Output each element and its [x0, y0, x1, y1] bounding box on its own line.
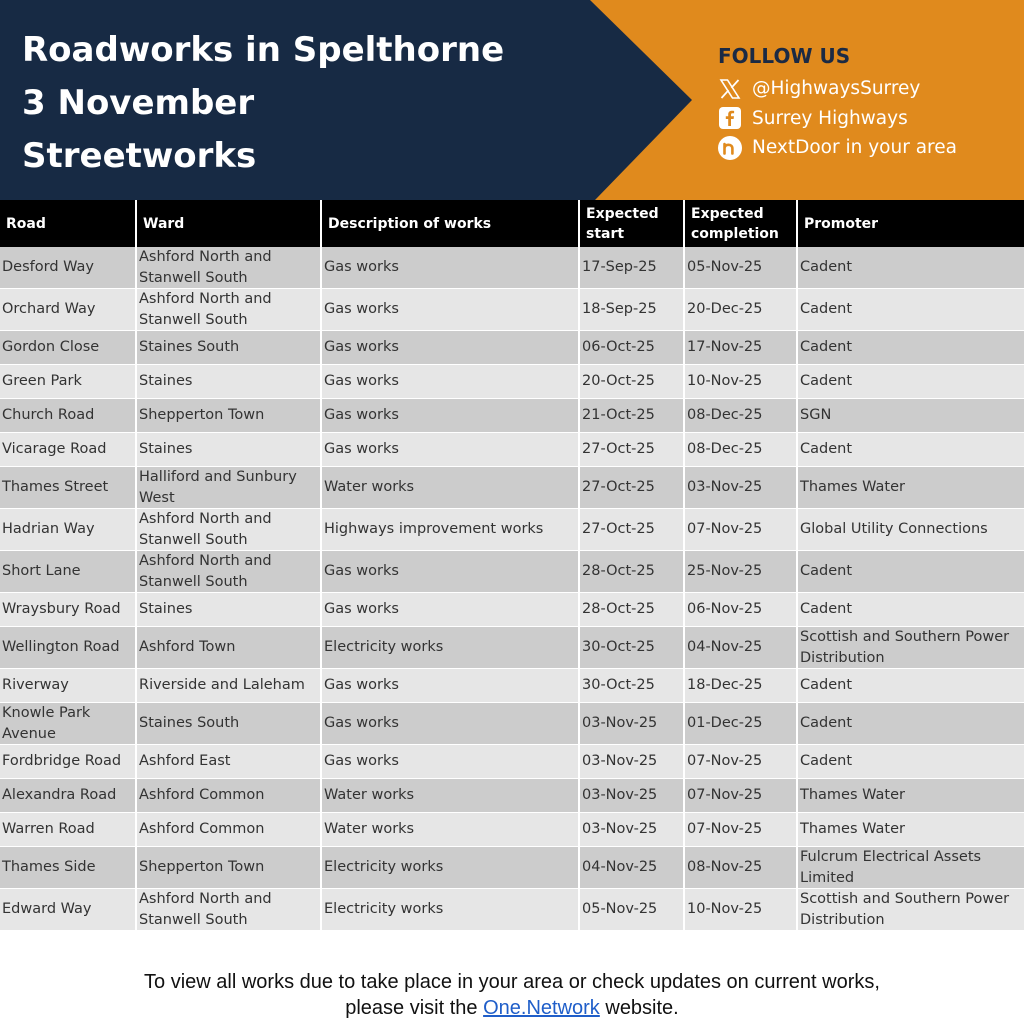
cell-road: Wellington Road	[0, 627, 136, 669]
cell-ward: Riverside and Laleham	[136, 669, 321, 703]
cell-description: Gas works	[321, 593, 579, 627]
cell-road: Knowle Park Avenue	[0, 703, 136, 745]
cell-completion: 10-Nov-25	[684, 365, 797, 399]
cell-completion: 01-Dec-25	[684, 703, 797, 745]
header-banner	[0, 0, 1024, 200]
cell-start: 20-Oct-25	[579, 365, 684, 399]
cell-description: Gas works	[321, 551, 579, 593]
cell-promoter: Global Utility Connections	[797, 509, 1024, 551]
cell-completion: 25-Nov-25	[684, 551, 797, 593]
cell-start: 03-Nov-25	[579, 813, 684, 847]
cell-description: Water works	[321, 779, 579, 813]
cell-completion: 08-Dec-25	[684, 433, 797, 467]
roadworks-table	[0, 200, 1024, 931]
table-row	[0, 627, 1024, 669]
cell-road: Riverway	[0, 669, 136, 703]
cell-completion: 17-Nov-25	[684, 331, 797, 365]
cell-start: 04-Nov-25	[579, 847, 684, 889]
cell-promoter: Cadent	[797, 433, 1024, 467]
cell-ward: Ashford North and Stanwell South	[136, 509, 321, 551]
table-row	[0, 433, 1024, 467]
cell-completion: 07-Nov-25	[684, 509, 797, 551]
cell-road: Hadrian Way	[0, 509, 136, 551]
cell-description: Water works	[321, 813, 579, 847]
table-row	[0, 593, 1024, 627]
cell-start: 06-Oct-25	[579, 331, 684, 365]
cell-ward: Ashford North and Stanwell South	[136, 247, 321, 289]
table-row	[0, 813, 1024, 847]
cell-promoter: Fulcrum Electrical Assets Limited	[797, 847, 1024, 889]
cell-start: 03-Nov-25	[579, 703, 684, 745]
table-row	[0, 399, 1024, 433]
cell-promoter: Cadent	[797, 669, 1024, 703]
follow-us-heading: FOLLOW US	[718, 44, 851, 68]
cell-road: Warren Road	[0, 813, 136, 847]
cell-start: 03-Nov-25	[579, 745, 684, 779]
cell-start: 17-Sep-25	[579, 247, 684, 289]
cell-promoter: Cadent	[797, 703, 1024, 745]
cell-promoter: Cadent	[797, 289, 1024, 331]
cell-ward: Staines South	[136, 331, 321, 365]
title-line-1: Roadworks in Spelthorne	[22, 30, 505, 70]
cell-completion: 06-Nov-25	[684, 593, 797, 627]
footer-line-2	[0, 995, 1024, 1021]
cell-description: Gas works	[321, 669, 579, 703]
cell-promoter: Thames Water	[797, 779, 1024, 813]
cell-completion: 08-Nov-25	[684, 847, 797, 889]
social-nextdoor-label: NextDoor in your area	[752, 137, 957, 159]
cell-start: 27-Oct-25	[579, 433, 684, 467]
table-row	[0, 551, 1024, 593]
table-row	[0, 331, 1024, 365]
cell-road: Edward Way	[0, 889, 136, 931]
cell-description: Gas works	[321, 433, 579, 467]
follow-us-panel	[718, 44, 957, 163]
cell-start: 28-Oct-25	[579, 593, 684, 627]
cell-start: 18-Sep-25	[579, 289, 684, 331]
title-line-2: 3 November	[22, 83, 255, 123]
cell-start: 21-Oct-25	[579, 399, 684, 433]
cell-completion: 07-Nov-25	[684, 813, 797, 847]
cell-completion: 05-Nov-25	[684, 247, 797, 289]
cell-road: Fordbridge Road	[0, 745, 136, 779]
table-header-row	[0, 200, 1024, 247]
footer-note	[0, 969, 1024, 1021]
cell-completion: 08-Dec-25	[684, 399, 797, 433]
table-row	[0, 669, 1024, 703]
cell-completion: 18-Dec-25	[684, 669, 797, 703]
cell-road: Thames Side	[0, 847, 136, 889]
cell-start: 27-Oct-25	[579, 509, 684, 551]
cell-ward: Staines	[136, 593, 321, 627]
cell-description: Gas works	[321, 331, 579, 365]
cell-start: 30-Oct-25	[579, 627, 684, 669]
footer-line-1: To view all works due to take place in your area or check updates on current works,	[144, 971, 880, 993]
cell-ward: Halliford and Sunbury West	[136, 467, 321, 509]
cell-promoter: Thames Water	[797, 467, 1024, 509]
table-row	[0, 889, 1024, 931]
cell-road: Green Park	[0, 365, 136, 399]
table-row	[0, 247, 1024, 289]
cell-completion: 03-Nov-25	[684, 467, 797, 509]
cell-promoter: Cadent	[797, 365, 1024, 399]
cell-ward: Ashford East	[136, 745, 321, 779]
cell-ward: Shepperton Town	[136, 847, 321, 889]
title-line-3: Streetworks	[22, 136, 257, 176]
cell-description: Gas works	[321, 247, 579, 289]
cell-completion: 20-Dec-25	[684, 289, 797, 331]
footer-text-after-link: website.	[599, 997, 679, 1019]
cell-ward: Ashford Common	[136, 779, 321, 813]
cell-description: Gas works	[321, 289, 579, 331]
table-row	[0, 467, 1024, 509]
cell-promoter: Cadent	[797, 551, 1024, 593]
table-row	[0, 509, 1024, 551]
cell-description: Electricity works	[321, 889, 579, 931]
cell-promoter: Cadent	[797, 331, 1024, 365]
cell-promoter: SGN	[797, 399, 1024, 433]
social-x-label: @HighwaysSurrey	[752, 78, 921, 100]
cell-completion: 10-Nov-25	[684, 889, 797, 931]
cell-completion: 07-Nov-25	[684, 779, 797, 813]
cell-ward: Staines South	[136, 703, 321, 745]
nextdoor-icon	[718, 136, 742, 160]
cell-ward: Ashford Town	[136, 627, 321, 669]
cell-description: Electricity works	[321, 847, 579, 889]
col-header-ward: Ward	[136, 200, 321, 247]
cell-promoter: Cadent	[797, 593, 1024, 627]
cell-ward: Ashford Common	[136, 813, 321, 847]
cell-ward: Shepperton Town	[136, 399, 321, 433]
cell-promoter: Cadent	[797, 745, 1024, 779]
cell-description: Electricity works	[321, 627, 579, 669]
table-row	[0, 847, 1024, 889]
cell-promoter: Cadent	[797, 247, 1024, 289]
cell-promoter: Scottish and Southern Power Distribution	[797, 889, 1024, 931]
cell-start: 03-Nov-25	[579, 779, 684, 813]
social-nextdoor-link[interactable]	[718, 133, 957, 163]
cell-description: Highways improvement works	[321, 509, 579, 551]
cell-road: Gordon Close	[0, 331, 136, 365]
social-x-link[interactable]	[718, 74, 957, 104]
cell-ward: Staines	[136, 365, 321, 399]
cell-description: Water works	[321, 467, 579, 509]
table-row	[0, 703, 1024, 745]
cell-description: Gas works	[321, 365, 579, 399]
cell-promoter: Thames Water	[797, 813, 1024, 847]
cell-ward: Ashford North and Stanwell South	[136, 889, 321, 931]
table-row	[0, 745, 1024, 779]
cell-description: Gas works	[321, 703, 579, 745]
social-facebook-link[interactable]	[718, 104, 957, 134]
col-header-description: Description of works	[321, 200, 579, 247]
cell-start: 27-Oct-25	[579, 467, 684, 509]
col-header-expected-completion: Expected completion	[684, 200, 797, 247]
table-row	[0, 779, 1024, 813]
table-row	[0, 289, 1024, 331]
table-row	[0, 365, 1024, 399]
x-logo-icon	[718, 77, 742, 101]
cell-road: Short Lane	[0, 551, 136, 593]
cell-road: Orchard Way	[0, 289, 136, 331]
cell-completion: 04-Nov-25	[684, 627, 797, 669]
cell-ward: Staines	[136, 433, 321, 467]
col-header-promoter: Promoter	[797, 200, 1024, 247]
facebook-icon	[718, 106, 742, 130]
cell-description: Gas works	[321, 745, 579, 779]
cell-start: 28-Oct-25	[579, 551, 684, 593]
col-header-road: Road	[0, 200, 136, 247]
cell-road: Church Road	[0, 399, 136, 433]
cell-road: Vicarage Road	[0, 433, 136, 467]
cell-start: 30-Oct-25	[579, 669, 684, 703]
social-facebook-label: Surrey Highways	[752, 107, 908, 129]
cell-start: 05-Nov-25	[579, 889, 684, 931]
cell-road: Wraysbury Road	[0, 593, 136, 627]
cell-ward: Ashford North and Stanwell South	[136, 289, 321, 331]
cell-road: Thames Street	[0, 467, 136, 509]
col-header-expected-start: Expected start	[579, 200, 684, 247]
footer-text-before-link: please visit the	[345, 997, 484, 1019]
cell-ward: Ashford North and Stanwell South	[136, 551, 321, 593]
cell-road: Alexandra Road	[0, 779, 136, 813]
cell-description: Gas works	[321, 399, 579, 433]
page-title	[22, 24, 504, 183]
one-network-link[interactable]: One.Network	[483, 997, 600, 1019]
cell-road: Desford Way	[0, 247, 136, 289]
roadworks-table-wrapper	[0, 200, 1024, 931]
cell-promoter: Scottish and Southern Power Distribution	[797, 627, 1024, 669]
cell-completion: 07-Nov-25	[684, 745, 797, 779]
